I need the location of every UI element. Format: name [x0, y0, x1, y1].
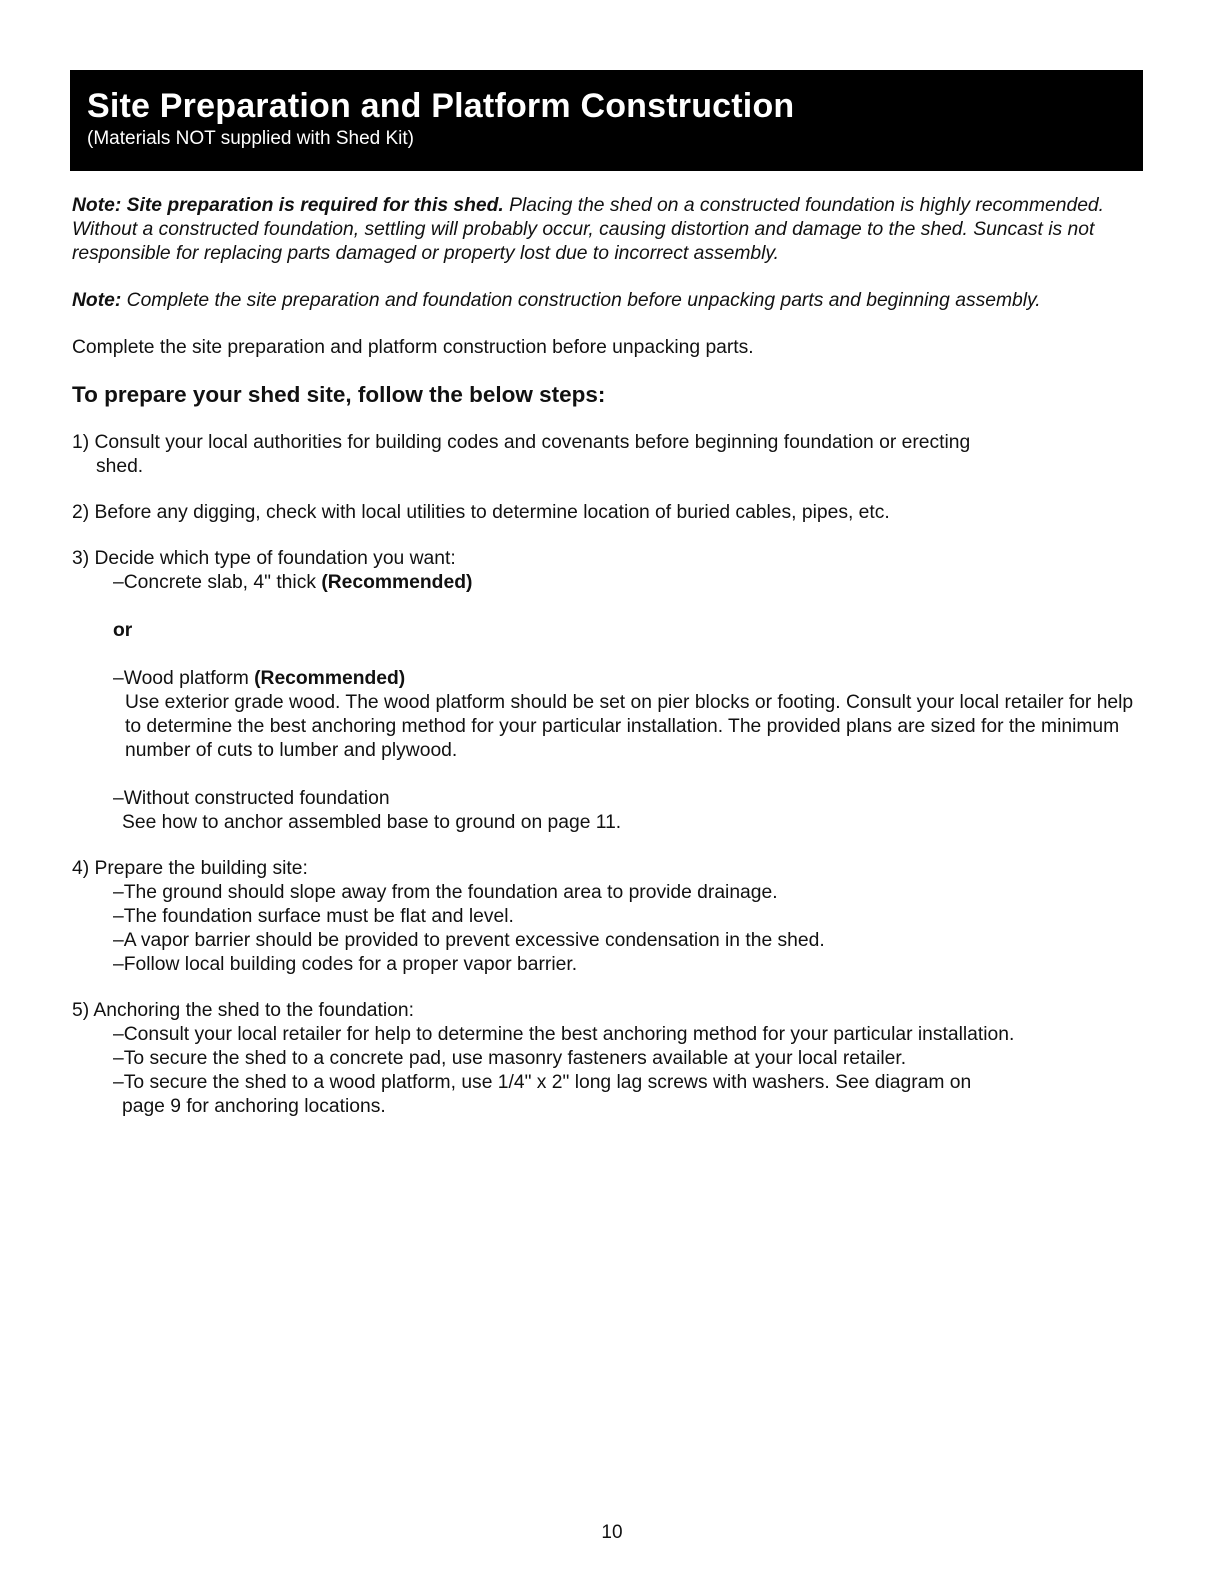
step-3 [72, 547, 1147, 835]
list-item: –To secure the shed to a wood platform, use 1/4" x 2" long lag screws with washers. See diagram on [113, 1072, 972, 1093]
step-1-text: 1) Consult your local authorities for building codes and covenants before beginning foundation or erecting [72, 432, 971, 453]
wood-platform-description: Use exterior grade wood. The wood platform should be set on pier blocks or footing. Consult your local retailer for help to determine the best anchoring method for your particular installation. The provided plans are sized for the minimum number of cuts to lumber and plywood. [125, 692, 1134, 761]
list-item-continuation: page 9 for anchoring locations. [122, 1096, 386, 1117]
note-bold: Note: Site preparation is required for this shed. [72, 195, 504, 216]
option-without-foundation: –Without constructed foundation [113, 788, 390, 809]
page-number: 10 [601, 1522, 623, 1543]
note-bold: Note: [72, 290, 122, 311]
recommended-label: (Recommended) [321, 572, 473, 593]
option-text: –Wood platform [113, 668, 255, 689]
list-item: –The ground should slope away from the foundation area to provide drainage. [113, 882, 778, 903]
section-header [70, 70, 1143, 171]
step-4 [72, 857, 1147, 977]
step-2-text: 2) Before any digging, check with local utilities to determine location of buried cables, pipes, etc. [72, 502, 890, 523]
option-text: –Concrete slab, 4" thick [113, 572, 322, 593]
list-item: –To secure the shed to a concrete pad, use masonry fasteners available at your local retailer. [113, 1048, 907, 1069]
list-item: –The foundation surface must be flat and level. [113, 906, 514, 927]
list-item: –Follow local building codes for a proper vapor barrier. [113, 954, 578, 975]
or-separator: or [113, 620, 133, 641]
step-3-text: 3) Decide which type of foundation you want: [72, 548, 456, 569]
intro-paragraph: Complete the site preparation and platform construction before unpacking parts. [72, 337, 754, 358]
page-title: Site Preparation and Platform Construction [87, 87, 795, 125]
steps-heading: To prepare your shed site, follow the below steps: [72, 382, 606, 407]
option-wood-platform [72, 667, 1147, 691]
step-5 [72, 999, 1147, 1119]
note-site-preparation [72, 194, 1147, 266]
step-1-continuation: shed. [96, 456, 144, 477]
step-2 [72, 501, 1147, 525]
note-text: Placing the shed on a constructed foundation is highly recommended. Without a constructed foundation, settling will probably occur, causing distortion and damage to the shed. Suncast is not responsible for replacing parts damaged or property lost due to incorrect assembly. [72, 195, 1104, 264]
step-5-text: 5) Anchoring the shed to the foundation: [72, 1000, 414, 1021]
document-body [72, 194, 1147, 1119]
without-foundation-description: See how to anchor assembled base to ground on page 11. [122, 812, 622, 833]
list-item: –Consult your local retailer for help to determine the best anchoring method for your particular installation. [113, 1024, 1015, 1045]
recommended-label: (Recommended) [254, 668, 406, 689]
option-concrete-slab [72, 571, 1147, 595]
page-subtitle: (Materials NOT supplied with Shed Kit) [87, 128, 414, 149]
list-item: –A vapor barrier should be provided to prevent excessive condensation in the shed. [113, 930, 825, 951]
step-1 [72, 431, 1147, 479]
note-complete-first [72, 289, 1147, 313]
note-text: Complete the site preparation and foundation construction before unpacking parts and beginning assembly. [121, 290, 1041, 311]
step-4-text: 4) Prepare the building site: [72, 858, 308, 879]
